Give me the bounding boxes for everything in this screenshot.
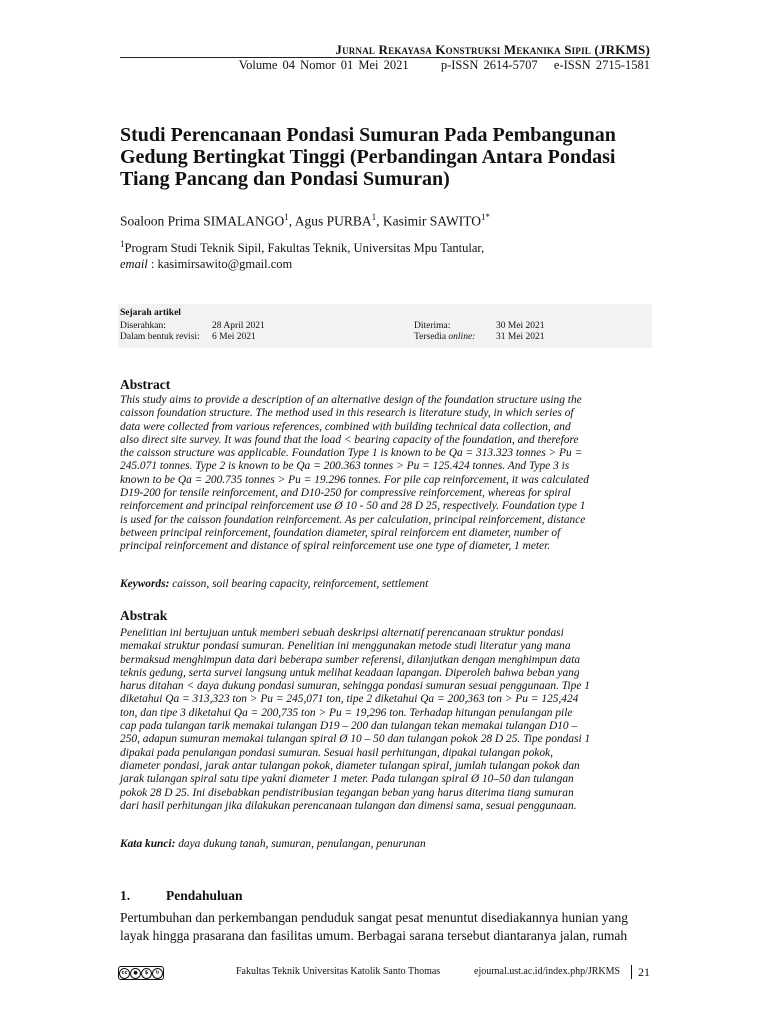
email-label: email [120,257,148,272]
volume-info [120,58,650,73]
abstrak-heading: Abstrak [120,608,168,623]
abstract-line: also direct site survey. It was found that the load < bearing capacity of the foundation, and therefore [120,433,579,446]
history-title: Sejarah artikel [120,308,181,318]
volume-issue: Volume 04 Nomor 01 Mei 2021 [238,58,409,72]
body-line: layak hingga prasarana dan fasilitas umum. Berbagai sarana tersebut diantaranya jalan, rumah [120,927,628,943]
abstrak-line: ton, dan tipe 3 diketahui Qa = 200,735 ton > Pu = 19,296 ton. Terhadap hitungan penulangan pile [120,706,573,719]
accepted-label: Diterima: [414,321,451,331]
abstract-line: is used for the caisson foundation reinforcement. As per calculation, principal reinforcement, distance [120,513,586,526]
author-name: Soaloon Prima SIMALANGO [120,213,285,229]
author-name: Agus PURBA [294,213,372,229]
abstrak-line: diketahui Qa = 313,323 ton > Pu = 245,071 ton, tipe 2 diketahui Qa = 200,363 ton > Pu = 125,424 [120,693,579,706]
affil-mark: 1 [120,239,125,249]
section-number: 1. [120,888,131,903]
section-heading [120,888,243,904]
abstrak-line: Penelitian ini bertujuan untuk memberi sebuah deskripsi alternatif perencanaan struktur pondasi [120,627,564,639]
paper-title [120,124,660,190]
cc-license-badge[interactable] [118,966,164,980]
abstrak-line: teknis gedung, serta survei langsung untuk melihat keadaan lapangan. Diperoleh bahwa beban yang [120,666,580,679]
body-line: Pertumbuhan dan perkembangan penduduk sangat pesat menuntut disediakannya hunian yang [120,910,628,925]
abstrak-line: 250, adapun sumuran memakai tulangan spiral Ø 10 – 50 dan tulangan pokok 28 D 25. Tipe pondasi 1 [120,733,591,746]
keywords-text: caisson, soil bearing capacity, reinforcement, settlement [169,578,429,590]
abstract-line: principal reinforcement and distance of spiral reinforcement use one type of diameter, 1 meter. [120,540,551,553]
kata-kunci [120,838,426,850]
abstrak-line: pokok 28 D 25. Ini disebabkan pendistribusian tegangan beban yang harus diterima tiang sumuran [120,786,574,799]
revised-label: Dalam bentuk revisi: [120,332,200,342]
abstract-line: caisson foundation structure. The method used in this research is literature study, in which series of [120,407,574,420]
footer-url[interactable]: ejournal.ust.ac.id/index.php/JRKMS [474,966,621,977]
keywords-label: Keywords: [120,578,170,590]
abstrak-line: diameter pondasi, jarak antar tulangan pokok, diameter tulangan spiral, jumlah tulangan pokok dan [120,759,580,772]
title-line: Studi Perencanaan Pondasi Sumuran Pada Pembangunan [120,124,616,146]
abstract-line: This study aims to provide a description of an alternative design of the foundation structure using the [120,394,582,406]
title-line: Gedung Bertingkat Tinggi (Perbandingan Antara Pondasi [120,146,616,168]
p-issn: p-ISSN 2614-5707 [440,58,538,72]
sa-icon: ↻ [152,968,163,979]
revised-date: 6 Mei 2021 [212,332,256,342]
abstract-line: between principal reinforcement, foundation diameter, spiral reinforcem ent diameter, number of [120,526,561,539]
abstract-line: D19-200 for tensile reinforcement, and D10-250 for compressive reinforcement, whereas for spiral [120,487,571,500]
abstract-line: known to be Qa = 200.735 tonnes > Pu = 19.296 tonnes. For pile cap reinforcement, it was calculated [120,473,589,486]
abstrak-line: harus ditahan < daya dukung pondasi sumuran, sehingga pondasi sumuran sesuai penggunaan. Tipe 1 [120,680,590,693]
section-title: Pendahuluan [166,888,243,903]
submitted-date: 28 April 2021 [212,321,265,331]
footer-faculty: Fakultas Teknik Universitas Katolik Santo Thomas [236,966,441,977]
abstract-line: reinforcement and principal reinforcement use Ø 10 - 50 and 28 D 25, respectively. Foundation type 1 [120,500,586,513]
abstract-line: data were collected from various references, combined with building technical data collection, and [120,420,571,433]
e-issn: e-ISSN 2715-1581 [553,58,650,72]
by-icon: ● [130,968,141,979]
submitted-label: Diserahkan: [120,321,166,331]
abstrak-line: jarak tulangan spiral satu tipe yakni diameter 1 meter. Pada tulangan spiral Ø 10–50 dan tulangan [120,773,574,786]
online-label: Tersedia online: [414,332,476,342]
title-line: Tiang Pancang dan Pondasi Sumuran) [120,168,450,190]
cc-icon: cc [119,968,130,979]
journal-name: Jurnal Rekayasa Konstruksi Mekanika Sipil (JRKMS) [335,42,650,57]
abstract-body [120,394,652,554]
abstrak-body [120,627,652,813]
kata-kunci-label: Kata kunci: [120,838,176,850]
kata-kunci-text: daya dukung tanah, sumuran, penulangan, penurunan [175,838,426,850]
nc-icon: $ [141,968,152,979]
page-number: 21 [638,965,650,979]
author-affil-mark: 1 [371,212,377,222]
abstract-heading: Abstract [120,377,171,392]
abstract-line: 245.071 tonnes. Type 2 is known to be Qa = 200.363 tonnes > Pu = 125.424 tonnes. And Type 3 is [120,460,570,473]
abstrak-line: dari hasil perhitungan jika dilakukan perencanaan tulangan dan dimensi sama, sesuai penggunaan. [120,799,577,812]
author-affil-mark: 1* [480,212,490,222]
abstract-line: the caisson structure was applicable. Foundation Type 1 is known to be Qa = 313.323 tonnes > Pu = [120,447,583,460]
accepted-date: 30 Mei 2021 [496,321,545,331]
affiliation [120,236,484,272]
keywords [120,578,428,590]
section-body [120,909,652,944]
author-affil-mark: 1 [284,212,289,222]
article-history-box [118,304,652,348]
author-name: Kasimir SAWITO [382,213,481,229]
page-separator [631,965,632,979]
email-address[interactable]: : kasimirsawito@gmail.com [150,257,293,272]
abstrak-line: bermaksud menghimpun data dari beberapa sumber referensi, dilanjutkan dengan menghimpun data [120,653,581,666]
abstrak-line: dipakai pada penulangan pondasi sumuran. Sesuai hasil perhitungan, dipakai tulangan pokok, [120,746,553,759]
abstrak-line: cap pada tulangan tarik memakai tulangan D19 – 200 dan tulangan tekan memakai tulangan D10 – [120,720,578,733]
online-date: 31 Mei 2021 [496,332,545,342]
abstrak-line: memakai struktur pondasi sumuran. Penelitian ini menggunakan metode studi literatur yang mana [120,640,571,653]
author-list: Soaloon Prima SIMALANGO$^1$, Agus PURBA$^1$, Kasimir $SAWITO^{1*}$ [120,212,490,229]
affil-text: Program Studi Teknik Sipil, Fakultas Teknik, Universitas Mpu Tantular, [124,241,485,256]
